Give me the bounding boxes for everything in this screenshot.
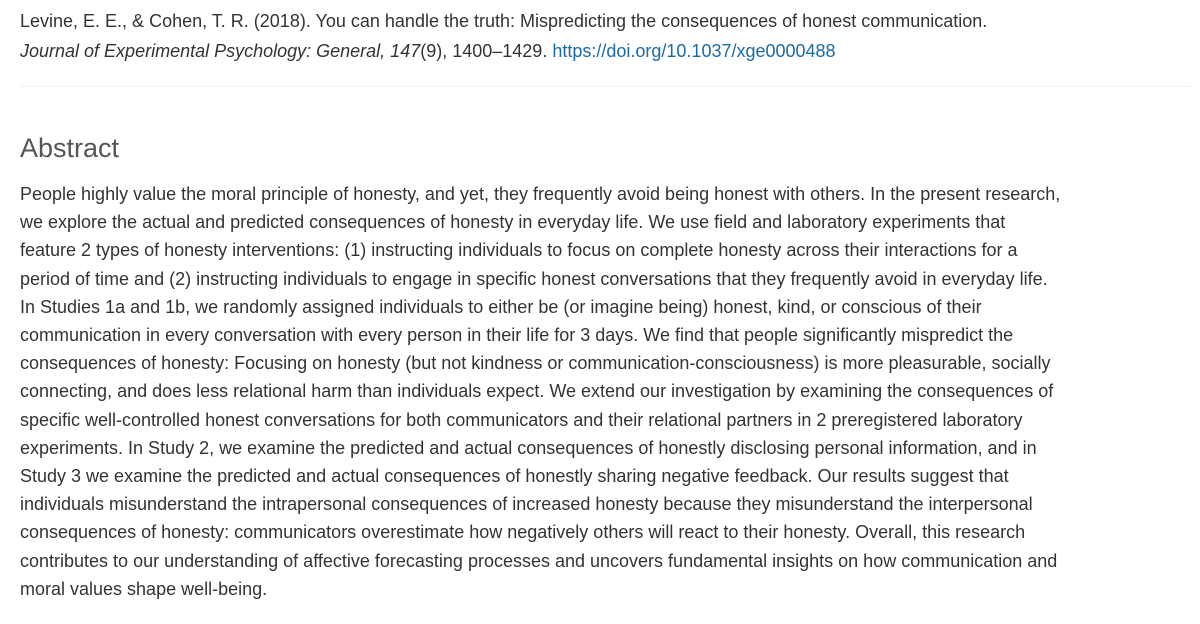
citation-authors: Levine, E. E., & Cohen, T. R. (2018). bbox=[20, 11, 311, 31]
abstract-line: experiments. In Study 2, we examine the predicted and actual consequences of honestly disclosing personal information, and in bbox=[20, 437, 1037, 458]
abstract-line: feature 2 types of honesty interventions: (1) instructing individuals to focus on complete honesty across their interactions for a bbox=[20, 240, 1018, 261]
abstract-line: consequences of honesty: Focusing on honesty (but not kindness or communication-consciousness) is more pleasurable, socially bbox=[20, 353, 1051, 374]
abstract-line: specific well-controlled honest conversations for both communicators and their relational partners in 2 preregistered laboratory bbox=[20, 409, 1023, 430]
abstract-line: Study 3 we examine the predicted and actual consequences of honestly sharing negative feedback. Our results suggest that bbox=[20, 466, 1009, 487]
abstract-line: communication in every conversation with every person in their life for 3 days. We find that people significantly mispredict the bbox=[20, 325, 1014, 346]
citation-journal: Journal of Experimental Psychology: General, 147 bbox=[20, 41, 421, 61]
citation-issue-pages: (9), 1400–1429. bbox=[420, 41, 548, 61]
citation-line-1 bbox=[20, 6, 1190, 36]
abstract-line: In Studies 1a and 1b, we randomly assigned individuals to either be (or imagine being) honest, kind, or conscious of their bbox=[20, 296, 982, 317]
abstract-line: we explore the actual and predicted consequences of honesty in everyday life. We use field and laboratory experiments that bbox=[20, 212, 1006, 233]
abstract-line: contributes to our understanding of affective forecasting processes and uncovers fundamental insights on how communication and bbox=[20, 550, 1058, 571]
abstract-text bbox=[20, 180, 1195, 603]
abstract-line: moral values shape well-being. bbox=[20, 578, 268, 599]
section-divider bbox=[20, 86, 1190, 87]
abstract-heading: Abstract bbox=[20, 133, 120, 163]
abstract-line: connecting, and does less relational harm than individuals expect. We extend our investigation by examining the consequences of bbox=[20, 381, 1054, 402]
abstract-line: People highly value the moral principle of honesty, and yet, they frequently avoid being honest with others. In the present research, bbox=[20, 184, 1061, 204]
doi-link[interactable]: https://doi.org/10.1037/xge0000488 bbox=[552, 41, 836, 61]
citation bbox=[20, 6, 1190, 66]
abstract-line: period of time and (2) instructing individuals to engage in specific honest conversations that they frequently avoid in everyday life. bbox=[20, 268, 1048, 289]
abstract-line: consequences of honesty: communicators overestimate how negatively others will react to their honesty. Overall, this research bbox=[20, 522, 1026, 543]
citation-title: You can handle the truth: Mispredicting the consequences of honest communication. bbox=[315, 11, 988, 31]
abstract-line: individuals misunderstand the intrapersonal consequences of increased honesty because they misunderstand the interpersonal bbox=[20, 494, 1033, 515]
citation-line-2 bbox=[20, 36, 1190, 66]
